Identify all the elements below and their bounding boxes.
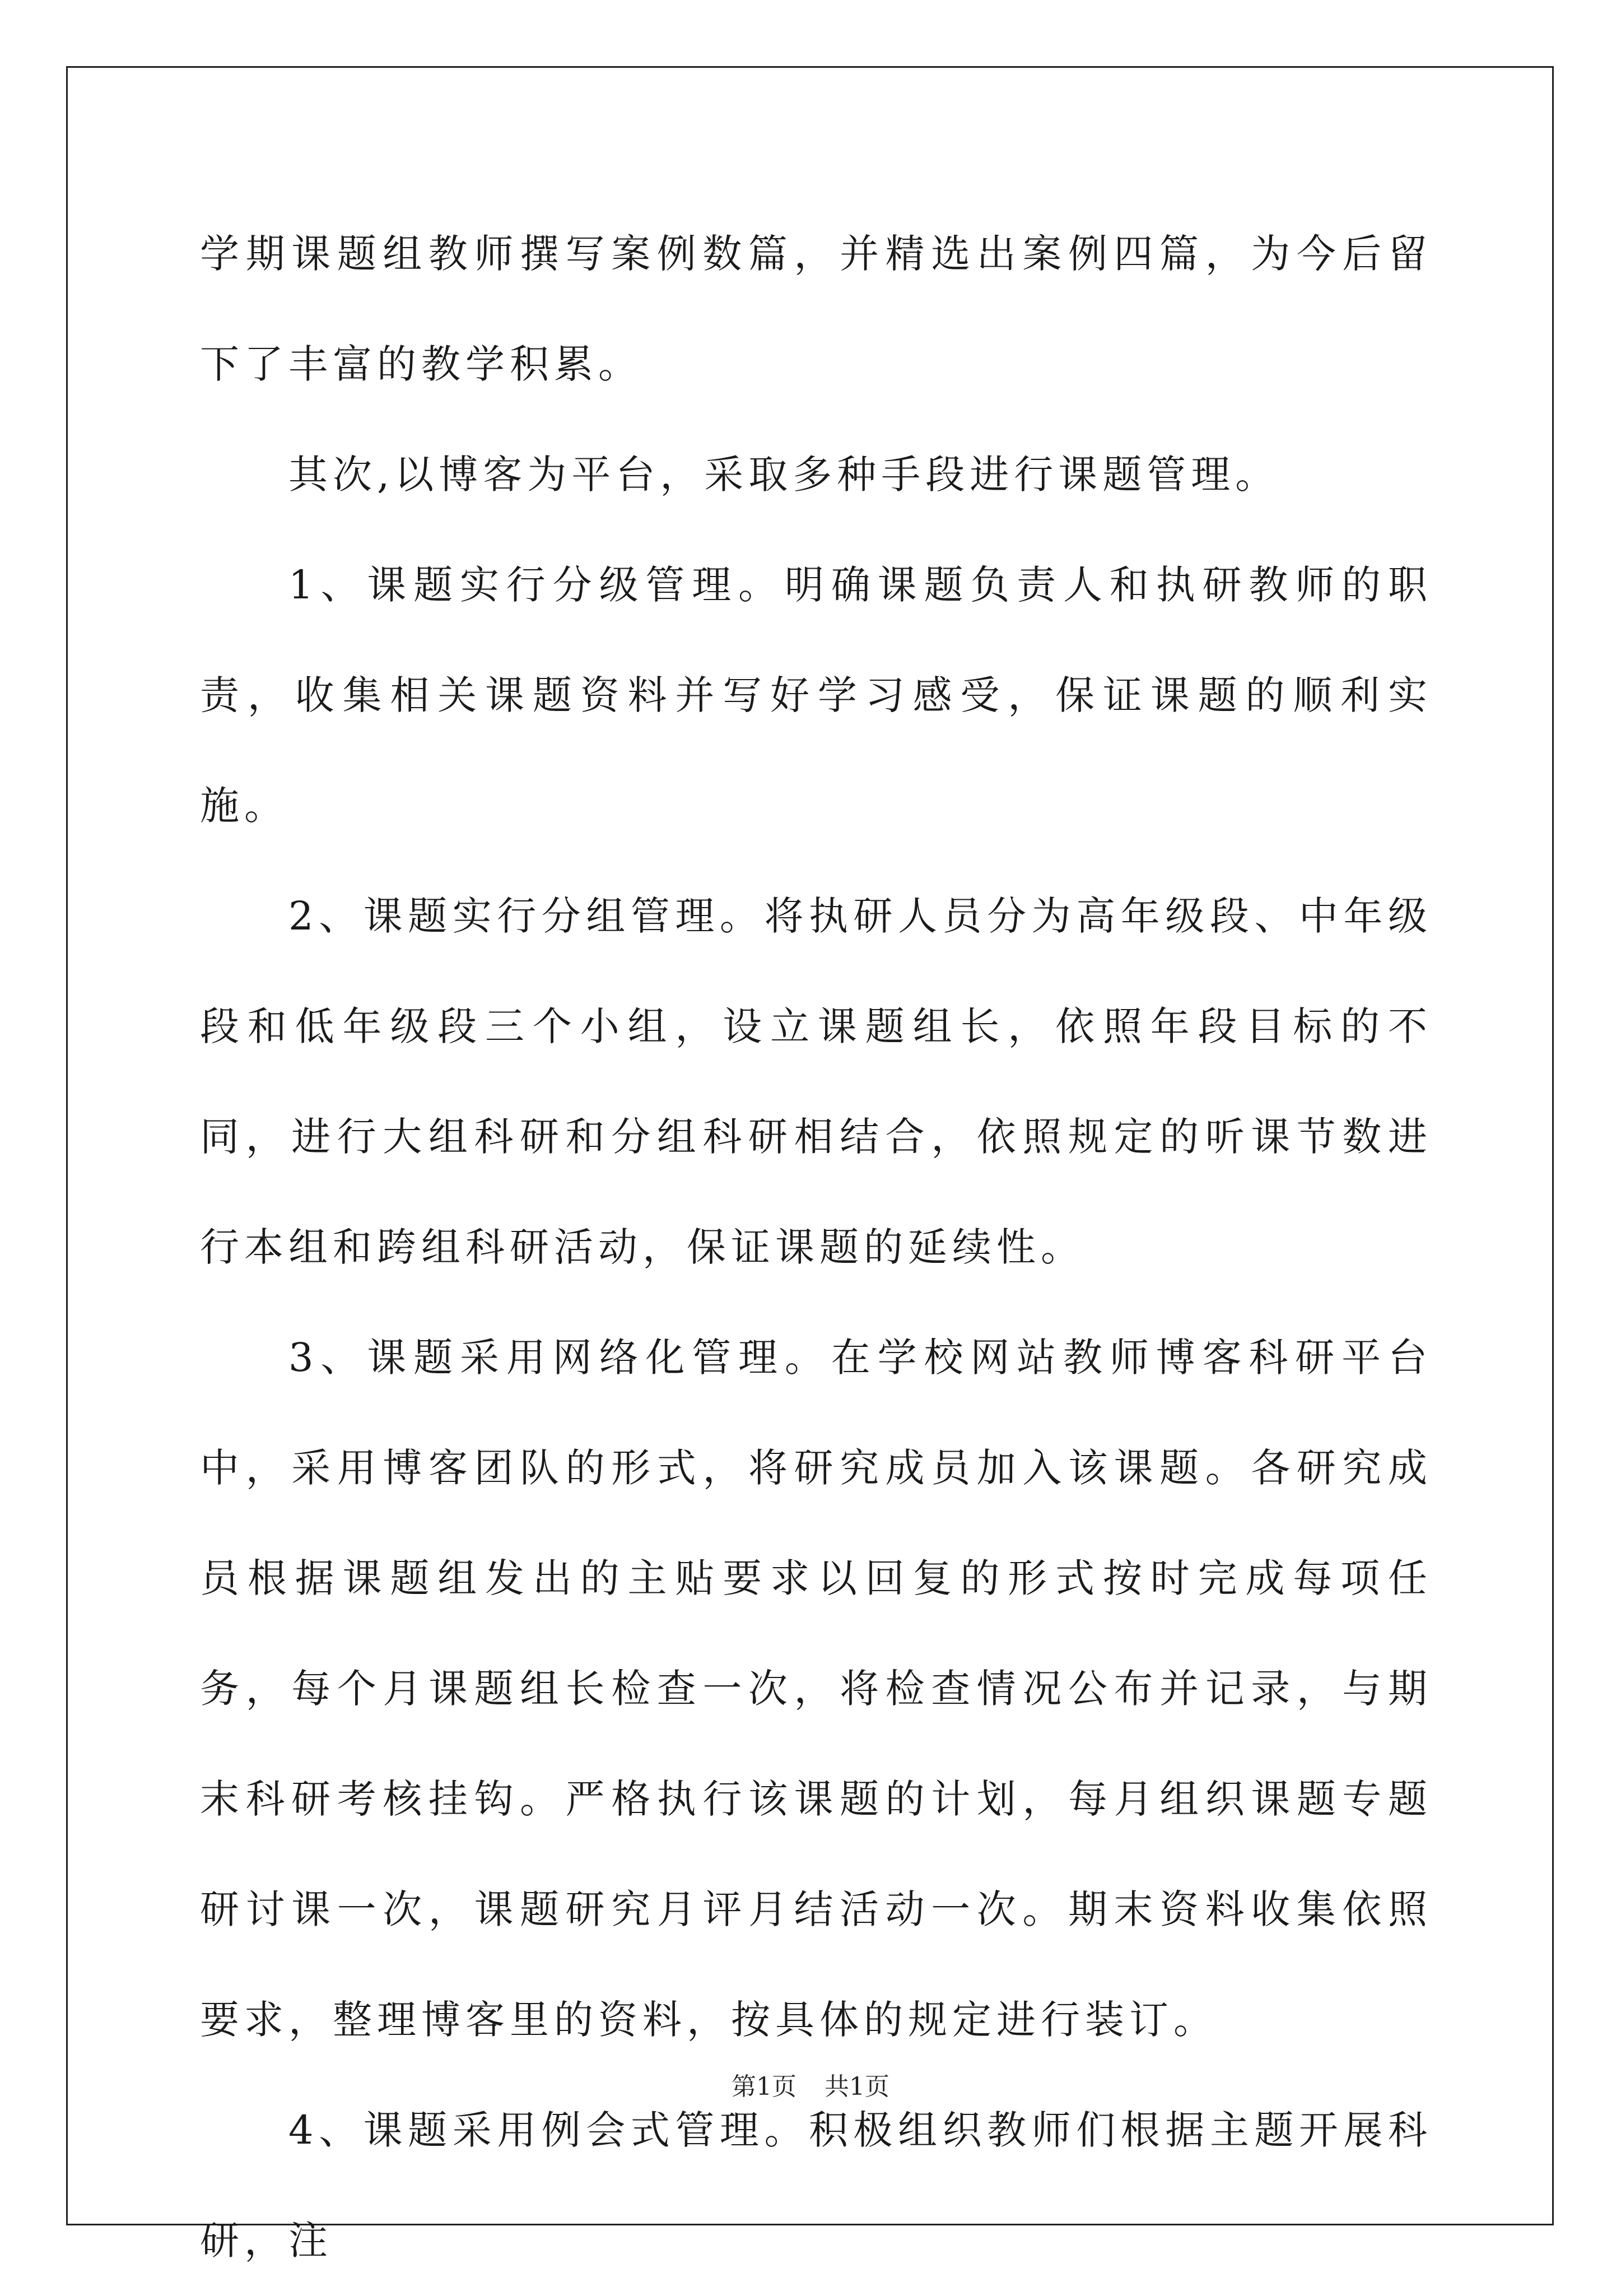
paragraph-6: 4、课题采用例会式管理。积极组织教师们根据主题开展科研，注	[200, 2107, 1432, 2264]
paragraph-1: 学期课题组教师撰写案例数篇，并精选出案例四篇，为今后留下了丰富的教学积累。	[200, 231, 1432, 387]
document-body	[200, 199, 1432, 2296]
page-number: 第1页	[732, 2072, 796, 2101]
paragraph-3: 1、课题实行分级管理。明确课题负责人和执研教师的职责，收集相关课题资料并写好学习感受，保证课题的顺利实施。	[200, 562, 1432, 829]
page-total: 共1页	[825, 2072, 889, 2101]
page-footer	[0, 2070, 1621, 2104]
paragraph-2: 其次,以博客为平台，采取多种手段进行课题管理。	[288, 452, 1280, 498]
paragraph-5: 3、课题采用网络化管理。在学校网站教师博客科研平台中，采用博客团队的形式，将研究成员加入该课题。各研究成员根据课题组发出的主贴要求以回复的形式按时完成每项任务，每个月课题组长检查一次，将检查情况公布并记录，与期末科研考核挂钩。严格执行该课题的计划，每月组织课题专题研讨课一次，课题研究月评月结活动一次。期末资料收集依照要求，整理博客里的资料，按具体的规定进行装订。	[200, 1335, 1432, 2043]
paragraph-4: 2、课题实行分组管理。将执研人员分为高年级段、中年级段和低年级段三个小组，设立课题组长，依照年段目标的不同，进行大组科研和分组科研相结合，依照规定的听课节数进行本组和跨组科研活动，保证课题的延续性。	[200, 893, 1432, 1270]
